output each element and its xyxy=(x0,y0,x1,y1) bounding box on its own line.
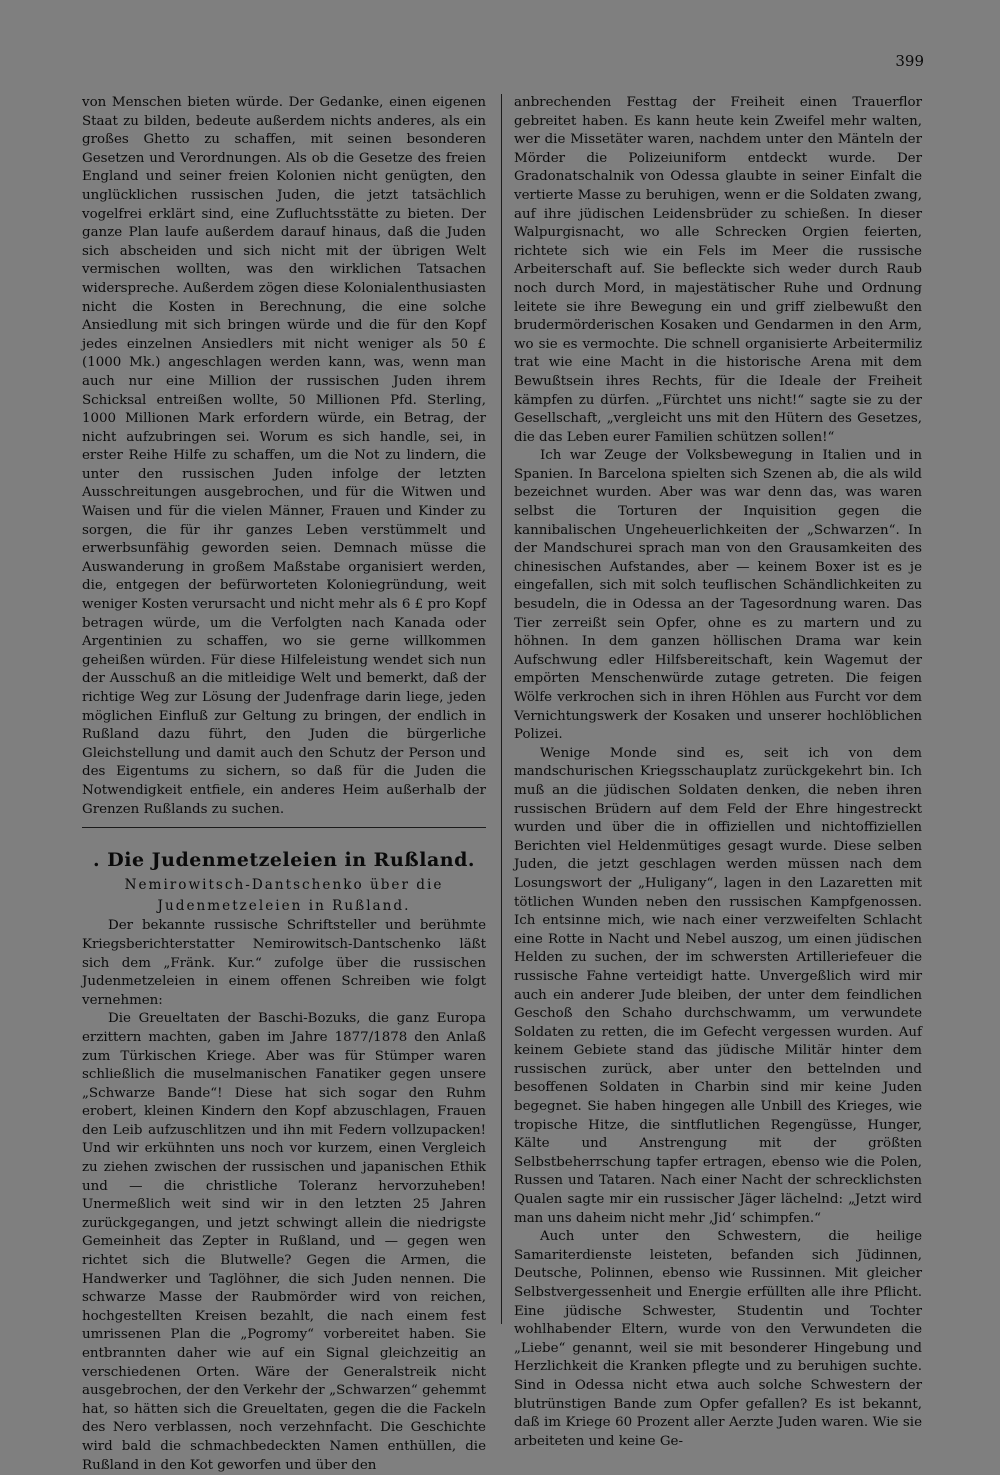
article-paragraph-3: anbrechenden Festtag der Freiheit einen Trauerflor gebreitet haben. Es kann heute kein Zweifel mehr walten, wer die Missetäter waren, nachdem unter den Mänteln der Mörder die Polizeiuniform entdeckt wurde. Der Gradonatschalnik von Odessa glaubte in seiner Einfalt die vertierte Masse zu beruhigen, wenn er die Soldaten zwang, auf ihre jüdischen Leidensbrüder zu schießen. In dieser Walpurgisnacht, wo alle Schrecken Orgien feierten, richtete sich wie ein Fels im Meer die russische Arbeiterschaft auf. Sie befleckte sich weder durch Raub noch durch Mord, in majestätischer Ruhe und Ordnung leitete sie ihre Bewegung ein und griff zielbewußt den brudermörderischen Kosaken und Gendarmen in den Arm, wo sie es vermochte. Die schnell organisierte Arbeitermiliz trat wie eine Macht in die historische Arena mit dem Bewußtsein ihres Rechts, für die Ideale der Freiheit kämpfen zu dürfen. „Fürchtet uns nicht!“ sagte sie zu der Gesellschaft, „vergleicht uns mit den Hütern des Gesetzes, die das Leben eurer Familien schützen sollen!“ xyxy=(514,95,922,445)
article-subheading-line-2: Judenmetzeleien in Rußland. xyxy=(157,897,411,914)
column-rule xyxy=(501,94,502,1324)
right-column xyxy=(514,94,922,1451)
page-number: 399 xyxy=(895,52,924,70)
article-paragraph-1: Der bekannte russische Schriftsteller und berühmte Kriegsberichterstatter Nemirowitsch-Dantschenko läßt sich dem „Fränk. Kur.“ zufolge über die russischen Judenmetzeleien in einem offenen Schreiben wie folgt vernehmen: xyxy=(82,918,486,1008)
article-paragraph-5: Wenige Monde sind es, seit ich von dem mandschurischen Kriegsschauplatz zurückgekehrt bin. Ich muß an die jüdischen Soldaten denken, die neben ihren russischen Brüdern auf dem Feld der Ehre hingestreckt wurden und über die in offiziellen und nichtoffiziellen Berichten viel Heldenmütiges gesagt wurde. Diese selben Juden, die jetzt geschlagen werden müssen nach dem Losungswort der „Huligany“, lagen in den Lazaretten mit tötlichen Wunden neben den russischen Kampfgenossen. Ich entsinne mich, wie nach einer verzweifelten Schlacht eine Rotte in Nacht und Nebel auszog, um einen jüdischen Helden zu suchen, der im schwersten Artilleriefeuer die russische Fahne verteidigt hatte. Unvergeßlich wird mir auch ein anderer Jude bleiben, der unter dem feindlichen Geschoß den Schaho durchschwamm, um verwundete Soldaten zu retten, die im Gefecht vergessen wurden. Auf keinem Gebiete stand das jüdische Militär hinter dem russischen zurück, aber unter den bettelnden und besoffenen Soldaten in Charbin sind mir keine Juden begegnet. Sie haben hingegen alle Unbill des Krieges, wie tropische Hitze, die sintflutlichen Regengüsse, Hunger, Kälte und Anstrengung mit der größten Selbstbeherrschung tapfer ertragen, ebenso wie die Polen, Russen und Tataren. Nach einer Nacht der schrecklichsten Qualen sagte mir ein russischer Jäger lächelnd: „Jetzt wird man uns daheim nicht mehr ‚Jid‘ schimpfen.“ xyxy=(514,745,922,1226)
article-paragraph-2: Die Greueltaten der Baschi-Bozuks, die ganz Europa erzittern machten, gaben im Jahre 1877/1878 den Anlaß zum Türkischen Kriege. Aber was für Stümper waren schließlich die muselmanischen Fanatiker gegen unsere „Schwarze Bande“! Diese hat sich sogar den Ruhm erobert, kleinen Kindern den Kopf abzuschlagen, Frauen den Leib aufzuschlitzen und ihn mit Federn vollzupacken! Und wir erkühnten uns noch vor kurzem, einen Vergleich zu ziehen zwischen der russischen und japanischen Ethik und — die christliche Toleranz hervorzuheben! Unermeßlich weit sind wir in den letzten 25 Jahren zurückgegangen, und jetzt schwingt allein die niedrigste Gemeinheit das Zepter in Rußland, und — gegen wen richtet sich die Blutwelle? Gegen die Armen, die Handwerker und Taglöhner, die sich Juden nennen. Die schwarze Masse der Raubmörder wird von reichen, hochgestellten Kreisen bezahlt, die nach einem fest umrissenen Plan die „Pogromy“ vorbereitet haben. Sie entbrannten daher wie auf ein Signal gleichzeitig an verschiedenen Orten. Wäre der Generalstreik nicht ausgebrochen, der den Verkehr der „Schwarzen“ gehemmt hat, so hätten sich die Greueltaten, gegen die die Fackeln des Nero verblassen, noch verzehnfacht. Die Geschichte wird bald die schmachbedeckten Namen enthüllen, die Rußland in den Kot geworfen und über den xyxy=(82,1011,486,1473)
article-paragraph-4: Ich war Zeuge der Volksbewegung in Italien und in Spanien. In Barcelona spielten sich Szenen ab, die als wild bezeichnet wurden. Aber was war denn das, was waren selbst die Torturen der Inquisition gegen die kannibalischen Ungeheuerlichkeiten der „Schwarzen“. In der Mandschurei sprach man von den Grausamkeiten des chinesischen Aufstandes, aber — keinem Boxer ist es je eingefallen, sich mit solch teuflischen Schändlichkeiten zu besudeln, die in Odessa an der Tagesordnung waren. Das Tier zerreißt sein Opfer, ohne es zu martern und zu höhnen. In dem ganzen höllischen Drama war kein Aufschwung edler Hilfsbereitschaft, kein Wagemut der empörten Menschenwürde zutage getreten. Die feigen Wölfe verkrochen sich in ihren Höhlen aus Furcht vor dem Vernichtungswerk der Kosaken und unserer hochlöblichen Polizei. xyxy=(514,448,922,743)
article-paragraph-6: Auch unter den Schwestern, die heilige Samariterdienste leisteten, befanden sich Jüdinnen, Deutsche, Polinnen, ebenso wie Russinnen. Mit gleicher Selbstvergessenheit und Energie erfüllten alle ihre Pflicht. Eine jüdische Schwester, Studentin und Tochter wohlhabender Eltern, wurde von den Verwundeten die „Liebe“ genannt, weil sie mit besonderer Hingebung und Herzlichkeit die Kranken pflegte und zu beruhigen suchte. Sind in Odessa nicht etwa auch solche Schwestern der blutrünstigen Bande zum Opfer gefallen? Es ist bekannt, daß im Kriege 60 Prozent aller Aerzte Juden waren. Wie sie arbeiteten und keine Ge- xyxy=(514,1229,922,1449)
section-divider xyxy=(82,827,486,828)
article-subheading-line-1: Nemirowitsch-Dantschenko über die xyxy=(124,877,444,894)
article-heading: . Die Judenmetzeleien in Rußland. xyxy=(93,849,475,872)
left-column xyxy=(82,94,486,1475)
intro-paragraph: von Menschen bieten würde. Der Gedanke, einen eigenen Staat zu bilden, bedeute außerdem nichts anderes, als ein großes Ghetto zu schaffen, mit seinen besonderen Gesetzen und Verordnungen. Als ob die Gesetze des freien England und seiner freien Kolonien nicht genügten, den unglücklichen russischen Juden, die jetzt tatsächlich vogelfrei erklärt sind, eine Zufluchtsstätte zu bieten. Der ganze Plan laufe außerdem darauf hinaus, daß die Juden sich abscheiden und sich nicht mit der übrigen Welt vermischen wollten, was den wirklichen Tatsachen widerspreche. Außerdem zögen diese Kolonialenthusiasten nicht die Kosten in Berechnung, die eine solche Ansiedlung mit sich bringen würde und die für den Kopf jedes einzelnen Ansiedlers mit nicht weniger als 50 £ (1000 Mk.) angeschlagen werden kann, was, wenn man auch nur eine Million der russischen Juden ihrem Schicksal entreißen wollte, 50 Millionen Pfd. Sterling, 1000 Millionen Mark erfordern würde, ein Betrag, der nicht aufzubringen sei. Worum es sich handle, sei, in erster Reihe Hilfe zu schaffen, um die Not zu lindern, die unter den russischen Juden infolge der letzten Ausschreitungen ausgebrochen, und für die Witwen und Waisen und für die vielen Männer, Frauen und Kinder zu sorgen, die für ihr ganzes Leben verstümmelt und erwerbsunfähig geworden seien. Demnach müsse die Auswanderung in großem Maßstabe organisiert werden, die, entgegen der befürworteten Koloniegründung, weit weniger Kosten verursacht und nicht mehr als 6 £ pro Kopf betragen würde, um die Verfolgten nach Kanada oder Argentinien zu schaffen, wo sie gerne willkommen geheißen würden. Für diese Hilfeleistung wendet sich nun der Ausschuß an die mitleidige Welt und bemerkt, daß der richtige Weg zur Lösung der Judenfrage darin liege, jeden möglichen Einfluß zur Geltung zu bringen, der endlich in Rußland dazu führt, den Juden die bürgerliche Gleichstellung und damit auch den Schutz der Person und des Eigentums zu sichern, so daß für die Juden die Notwendigkeit entfiele, ein anderes Heim außerhalb der Grenzen Rußlands zu suchen. xyxy=(82,95,486,817)
